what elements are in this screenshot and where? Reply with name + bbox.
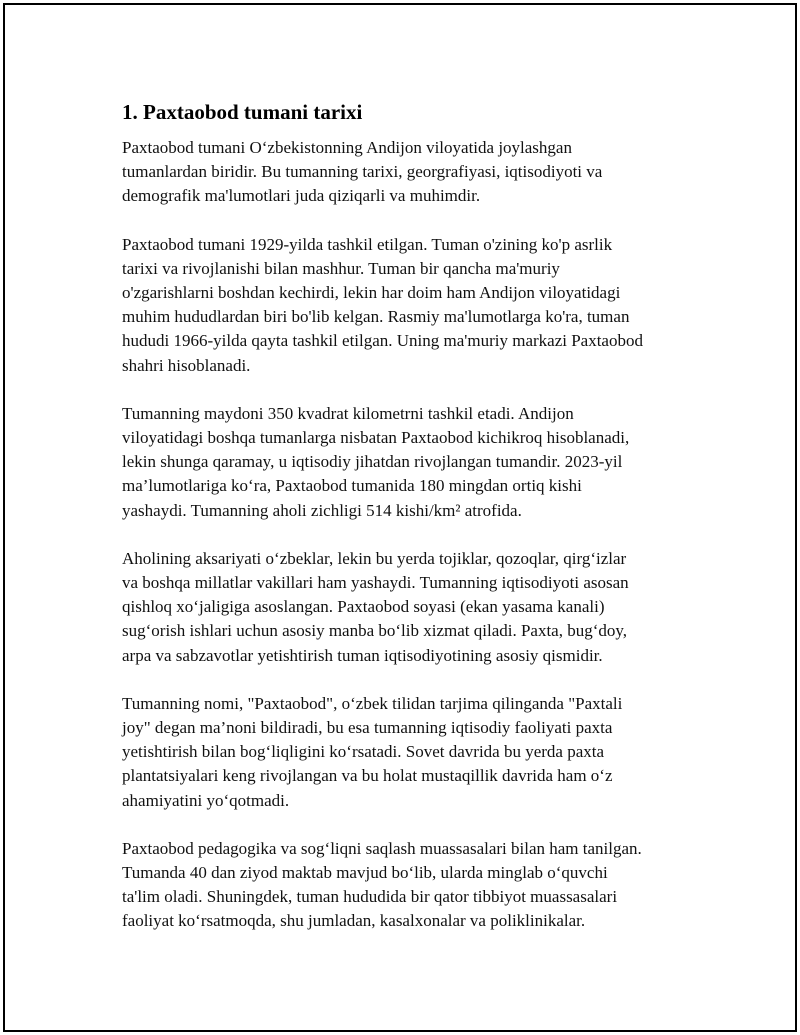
text-line: arpa va sabzavotlar yetishtirish tuman iqtisodiyotining asosiy qismidir.	[122, 645, 603, 665]
paragraph	[122, 547, 692, 668]
text-line: Paxtaobod tumani O‘zbekistonning Andijon viloyatida joylashgan	[122, 138, 572, 157]
text-line: faoliyat ko‘rsatmoqda, shu jumladan, kasalxonalar va poliklinikalar.	[122, 911, 586, 931]
text-line: ta'lim oladi. Shuningdek, tuman hududida bir qator tibbiyot muassasalari	[122, 887, 618, 907]
text-line: ahamiyatini yo‘qotmadi.	[122, 790, 290, 810]
text-line: Tumanda 40 dan ziyod maktab mavjud bo‘lib, ularda minglab o‘quvchi	[122, 863, 608, 883]
text-line: lekin shunga qaramay, u iqtisodiy jihatdan rivojlangan tumandir. 2023-yil	[122, 452, 623, 472]
text-line: Paxtaobod pedagogika va sog‘liqni saqlash muassasalari bilan ham tanilgan.	[122, 838, 642, 858]
text-line: shahri hisoblanadi.	[122, 355, 251, 375]
text-line: Tumanning maydoni 350 kvadrat kilometrni tashkil etadi. Andijon	[122, 403, 574, 423]
text-line: tumanlardan biridir. Bu tumanning tarixi, georgrafiyasi, iqtisodiyoti va	[122, 162, 603, 182]
paragraph	[122, 837, 692, 934]
document-body	[122, 99, 692, 958]
text-line: Aholining aksariyati o‘zbeklar, lekin bu yerda tojiklar, qozoqlar, qirg‘izlar	[122, 548, 627, 568]
text-line: Tumanning nomi, "Paxtaobod", o‘zbek tilidan tarjima qilinganda "Paxtali	[122, 693, 623, 713]
text-line: yashaydi. Tumanning aholi zichligi 514 kishi/km² atrofida.	[122, 500, 522, 520]
text-line: demografik ma'lumotlari juda qiziqarli va muhimdir.	[122, 186, 481, 206]
text-line: va boshqa millatlar vakillari ham yashaydi. Tumanning iqtisodiyoti asosan	[122, 573, 629, 593]
text-line: o'zgarishlarni boshdan kechirdi, lekin har doim ham Andijon viloyatidagi	[122, 283, 621, 303]
paragraph-container	[122, 136, 692, 934]
text-line: hududi 1966-yilda qayta tashkil etilgan. Uning ma'muriy markazi Paxtaobod	[122, 331, 643, 351]
paragraph	[122, 136, 692, 209]
text-line: qishloq xo‘jaligiga asoslangan. Paxtaobod soyasi (ekan yasama kanali)	[122, 597, 605, 617]
text-line: viloyatidagi boshqa tumanlarga nisbatan Paxtaobod kichikroq hisoblanadi,	[122, 428, 630, 448]
paragraph	[122, 233, 692, 378]
paragraph	[122, 402, 692, 523]
text-line: muhim hududlardan biri bo'lib kelgan. Rasmiy ma'lumotlarga ko'ra, tuman	[122, 307, 630, 327]
document-title: 1. Paxtaobod tumani tarixi	[122, 100, 363, 124]
text-line: tarixi va rivojlanishi bilan mashhur. Tuman bir qancha ma'muriy	[122, 258, 560, 278]
text-line: sug‘orish ishlari uchun asosiy manba bo‘lib xizmat qiladi. Paxta, bug‘doy,	[122, 621, 628, 641]
text-line: yetishtirish bilan bog‘liqligini ko‘rsatadi. Sovet davrida bu yerda paxta	[122, 742, 605, 762]
text-line: Paxtaobod tumani 1929-yilda tashkil etilgan. Tuman o'zining ko'p asrlik	[122, 234, 613, 254]
text-line: joy" degan ma’noni bildiradi, bu esa tumanning iqtisodiy faoliyati paxta	[122, 718, 613, 738]
page-frame	[3, 3, 797, 1032]
text-line: ma’lumotlariga ko‘ra, Paxtaobod tumanida 180 mingdan ortiq kishi	[122, 476, 582, 496]
paragraph	[122, 692, 692, 813]
text-line: plantatsiyalari keng rivojlangan va bu holat mustaqillik davrida ham o‘z	[122, 766, 613, 786]
